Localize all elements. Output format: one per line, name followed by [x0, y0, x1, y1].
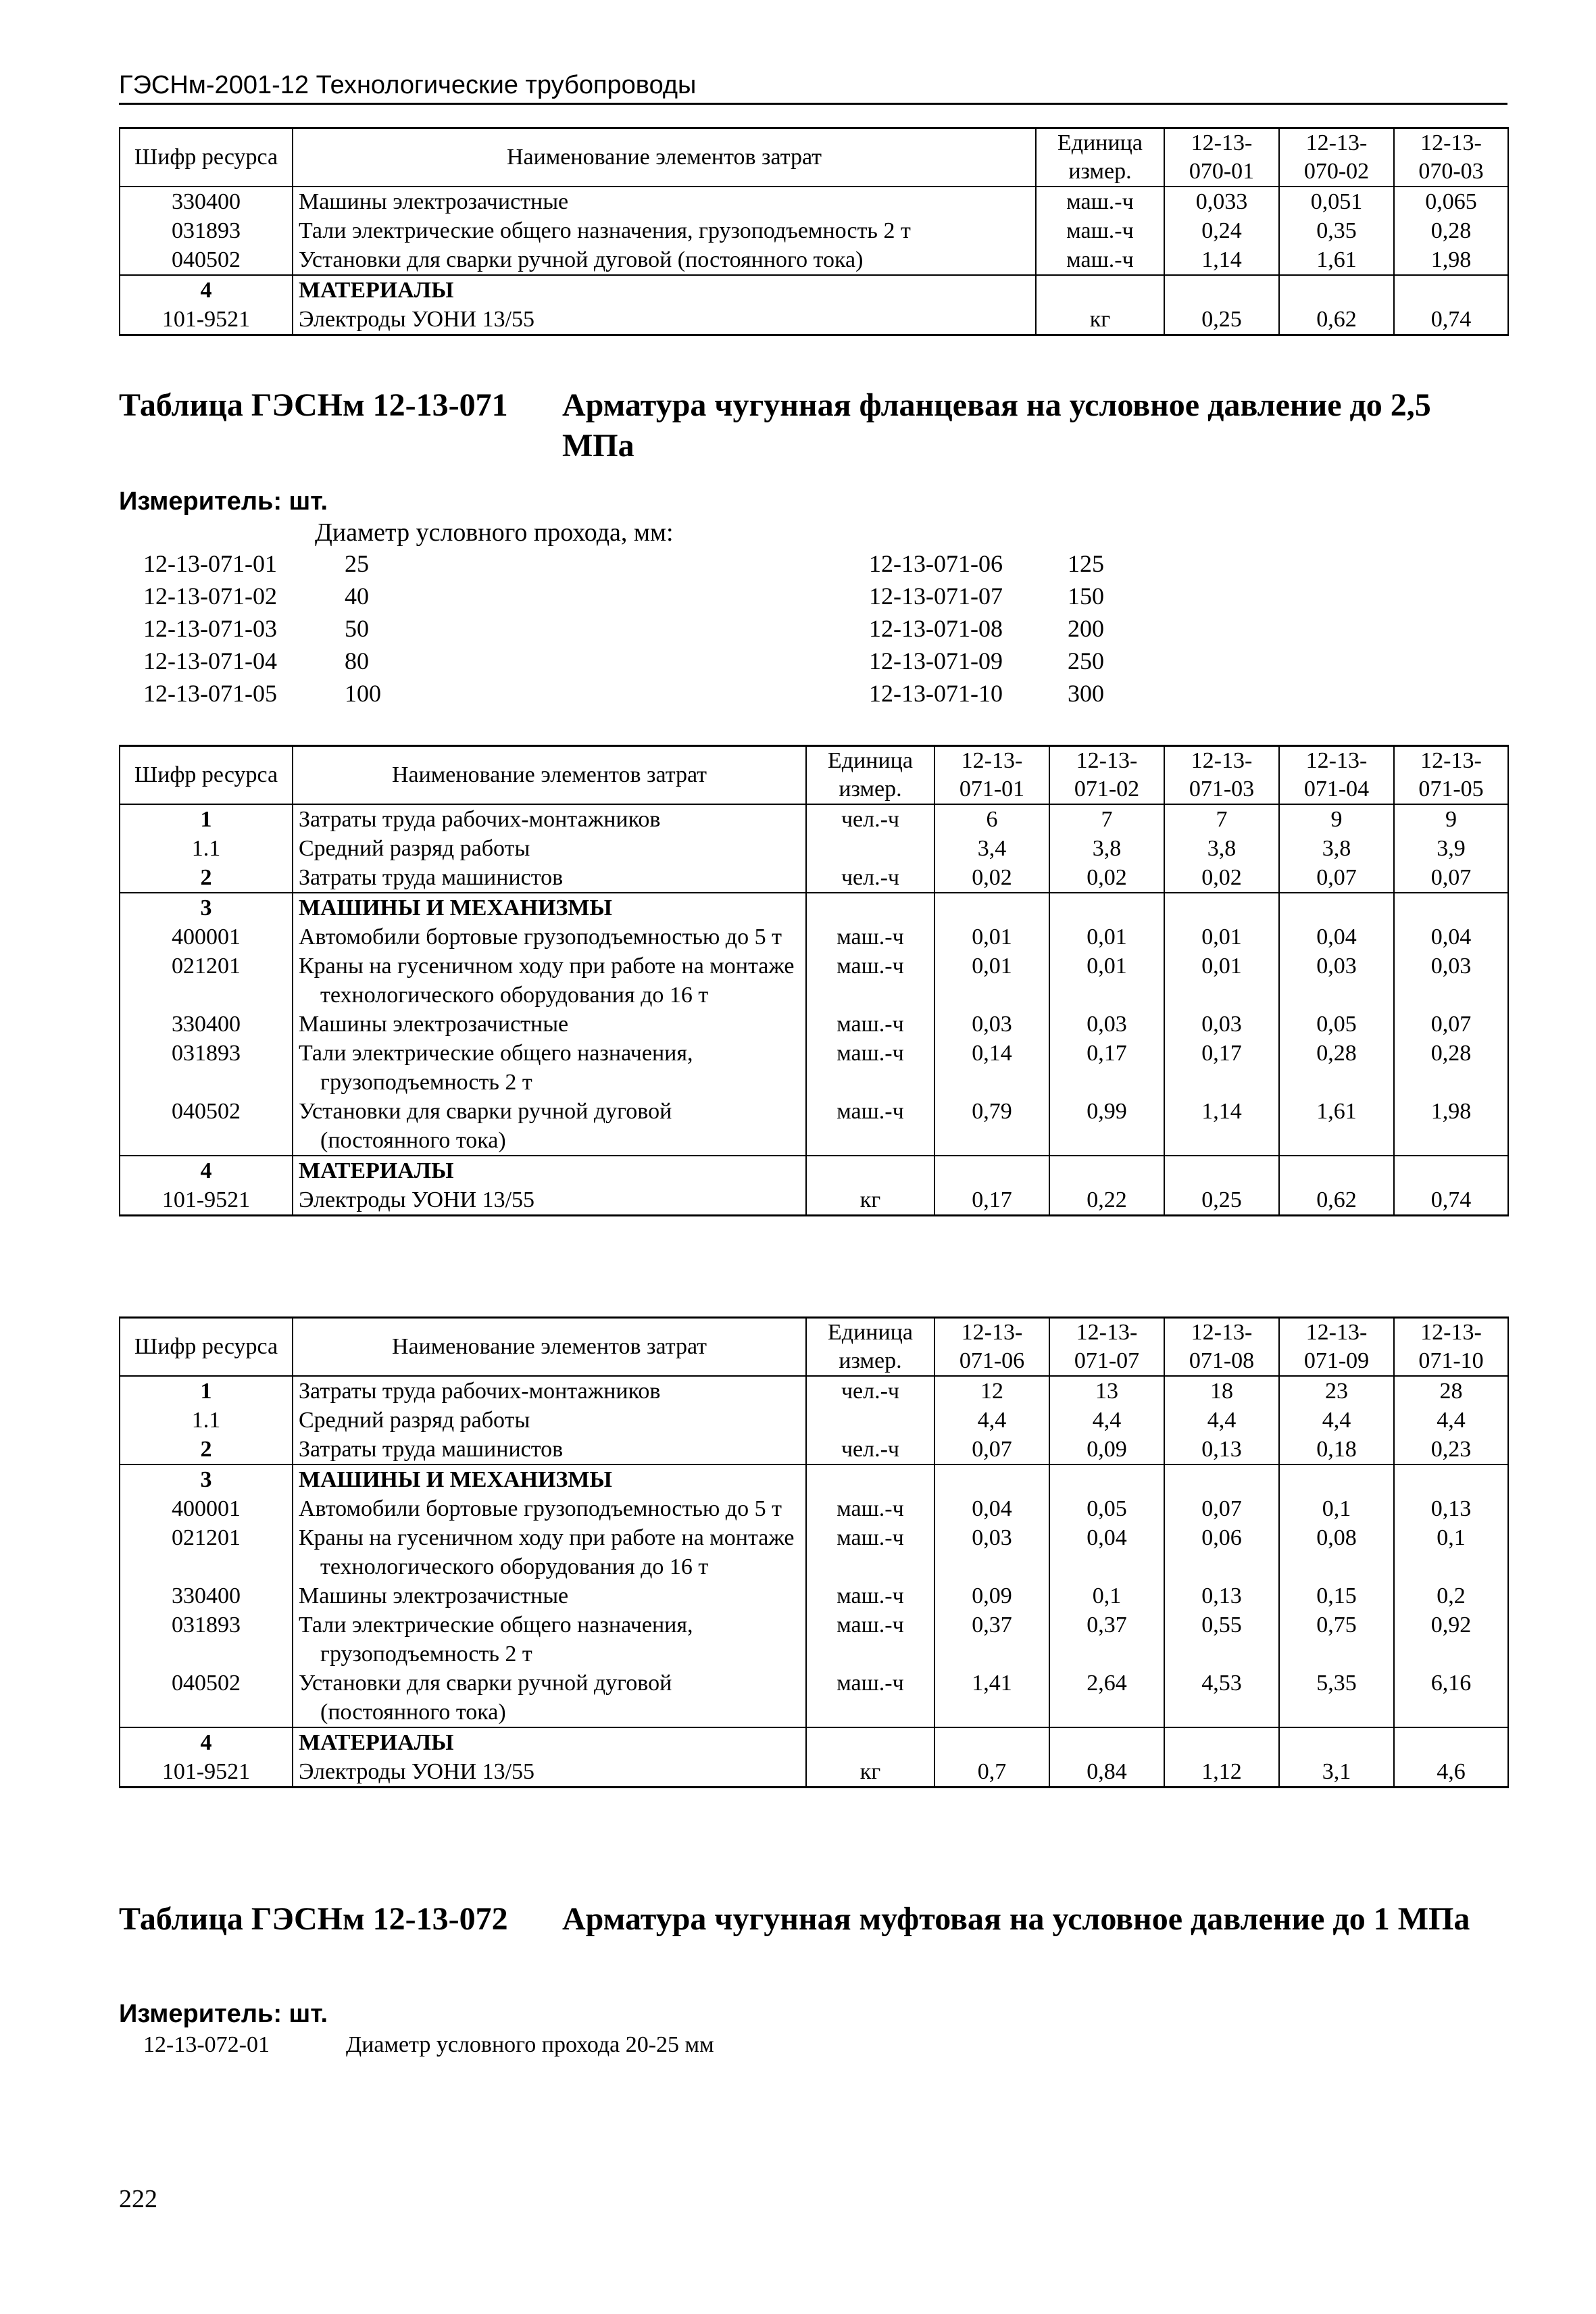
value-cell: 4,6 [1394, 1757, 1508, 1788]
resource-code: 1 [120, 1376, 293, 1406]
table-071-name: Арматура чугунная фланцевая на условное давление до 2,5 МПа [562, 387, 1431, 464]
value-cell: 0,065 [1394, 187, 1508, 216]
column-header: 12-13-071-03 [1164, 746, 1279, 805]
value-cell: 0,37 [1049, 1610, 1164, 1669]
value-cell [1164, 1156, 1279, 1185]
value-cell [1394, 275, 1508, 305]
value-cell: 0,23 [1394, 1435, 1508, 1464]
value-cell: 1,61 [1279, 245, 1394, 275]
section-heading: МАШИНЫ И МЕХАНИЗМЫ [293, 1464, 806, 1494]
unit-cell [806, 1727, 934, 1757]
value-cell: 0,17 [1049, 1039, 1164, 1097]
value-cell: 0,74 [1394, 305, 1508, 335]
header-rule [119, 103, 1507, 105]
table-072-meter: Измеритель: шт. [119, 2000, 328, 2028]
value-cell: 0,05 [1049, 1494, 1164, 1523]
value-cell: 13 [1049, 1376, 1164, 1406]
value-cell: 0,74 [1394, 1185, 1508, 1216]
resource-code: 4 [120, 275, 293, 305]
value-cell: 12 [934, 1376, 1049, 1406]
value-cell: 4,53 [1164, 1669, 1279, 1727]
value-cell: 0,06 [1164, 1523, 1279, 1581]
resource-code: 400001 [120, 1494, 293, 1523]
value-cell: 1,14 [1164, 1097, 1279, 1156]
value-cell: 0,1 [1394, 1523, 1508, 1581]
section-heading: МАШИНЫ И МЕХАНИЗМЫ [293, 893, 806, 922]
value-cell [1164, 893, 1279, 922]
resource-code: 031893 [120, 1039, 293, 1097]
unit-cell [806, 834, 934, 863]
resource-name: Электроды УОНИ 13/55 [293, 305, 1036, 335]
table-row [120, 275, 1508, 305]
variant-code: 12-13-071-05 [143, 680, 277, 707]
resource-name: Тали электрические общего назначения, грузоподъемность 2 т [293, 216, 1036, 245]
value-cell: 0,22 [1049, 1185, 1164, 1216]
resource-name: Средний разряд работы [293, 834, 806, 863]
resource-code: 330400 [120, 1581, 293, 1610]
value-cell: 9 [1279, 804, 1394, 834]
value-cell: 0,55 [1164, 1610, 1279, 1669]
value-cell: 0,1 [1279, 1494, 1394, 1523]
value-cell: 0,28 [1394, 1039, 1508, 1097]
unit-cell: кг [806, 1757, 934, 1788]
table-071-code: Таблица ГЭСНм 12-13-071 [119, 387, 508, 423]
section-heading: МАТЕРИАЛЫ [293, 1727, 806, 1757]
value-cell [1164, 1727, 1279, 1757]
resource-table-070 [119, 127, 1509, 336]
unit-cell: маш.-ч [806, 1494, 934, 1523]
column-header: 12-13-070-02 [1279, 128, 1394, 187]
unit-cell: маш.-ч [806, 1610, 934, 1669]
value-cell: 0,84 [1049, 1757, 1164, 1788]
variant-diameter: 25 [345, 550, 369, 577]
value-cell: 0,28 [1394, 216, 1508, 245]
value-cell: 28 [1394, 1376, 1508, 1406]
value-cell: 4,4 [1164, 1406, 1279, 1435]
table-row [120, 1523, 1508, 1581]
table-row [120, 1010, 1508, 1039]
column-header: 12-13-071-02 [1049, 746, 1164, 805]
column-header: Шифр ресурса [120, 1318, 293, 1377]
resource-name: Затраты труда машинистов [293, 1435, 806, 1464]
resource-code: 1.1 [120, 1406, 293, 1435]
value-cell: 6 [934, 804, 1049, 834]
value-cell: 0,09 [934, 1581, 1049, 1610]
value-cell: 1,61 [1279, 1097, 1394, 1156]
value-cell [1394, 1464, 1508, 1494]
variant-code: 12-13-071-01 [143, 550, 277, 577]
value-cell: 0,99 [1049, 1097, 1164, 1156]
value-cell: 0,09 [1049, 1435, 1164, 1464]
value-cell: 4,4 [1279, 1406, 1394, 1435]
variant-diameter: 200 [1068, 615, 1104, 642]
value-cell: 1,14 [1164, 245, 1279, 275]
value-cell [1394, 893, 1508, 922]
variant-code: 12-13-071-04 [143, 647, 277, 674]
variant-code: 12-13-071-02 [143, 583, 277, 610]
value-cell: 3,9 [1394, 834, 1508, 863]
value-cell: 0,07 [1394, 863, 1508, 893]
resource-code: 021201 [120, 1523, 293, 1581]
resource-name: Средний разряд работы [293, 1406, 806, 1435]
value-cell: 0,07 [1279, 863, 1394, 893]
table-row [120, 922, 1508, 952]
unit-cell: маш.-ч [806, 952, 934, 1010]
table-header-row [120, 1318, 1508, 1377]
variant-diameter: 250 [1068, 647, 1104, 674]
variant-code: 12-13-071-08 [869, 615, 1003, 642]
resource-name: Краны на гусеничном ходу при работе на монтаже технологического оборудования до 16 т [293, 952, 806, 1010]
unit-cell: маш.-ч [806, 922, 934, 952]
resource-name: Установки для сварки ручной дуговой (постоянного тока) [293, 245, 1036, 275]
unit-cell: маш.-ч [806, 1581, 934, 1610]
value-cell: 0,04 [934, 1494, 1049, 1523]
value-cell: 0,03 [1394, 952, 1508, 1010]
value-cell [1049, 1156, 1164, 1185]
value-cell: 0,07 [934, 1435, 1049, 1464]
value-cell: 1,12 [1164, 1757, 1279, 1788]
unit-cell: маш.-ч [806, 1523, 934, 1581]
resource-name: Автомобили бортовые грузоподъемностью до 5 т [293, 1494, 806, 1523]
column-header: 12-13-070-01 [1164, 128, 1279, 187]
value-cell: 4,4 [1049, 1406, 1164, 1435]
column-header: 12-13-071-08 [1164, 1318, 1279, 1377]
value-cell: 0,13 [1164, 1435, 1279, 1464]
table-row [120, 216, 1508, 245]
value-cell [1279, 1464, 1394, 1494]
table-row [120, 1156, 1508, 1185]
variant-diameter: 100 [345, 680, 381, 707]
value-cell: 1,98 [1394, 1097, 1508, 1156]
unit-cell: маш.-ч [806, 1010, 934, 1039]
column-header: Шифр ресурса [120, 128, 293, 187]
column-header: 12-13-071-07 [1049, 1318, 1164, 1377]
variant-code: 12-13-071-10 [869, 680, 1003, 707]
resource-code: 040502 [120, 1669, 293, 1727]
value-cell: 0,07 [1164, 1494, 1279, 1523]
value-cell: 0,62 [1279, 305, 1394, 335]
value-cell: 0,17 [1164, 1039, 1279, 1097]
table-071-meter: Измеритель: шт. [119, 487, 328, 516]
variant-diameter: 125 [1068, 550, 1104, 577]
column-header: Единица измер. [1036, 128, 1164, 187]
value-cell: 3,8 [1164, 834, 1279, 863]
value-cell: 3,4 [934, 834, 1049, 863]
resource-name: Установки для сварки ручной дуговой (постоянного тока) [293, 1097, 806, 1156]
table-row [120, 1581, 1508, 1610]
table-row [120, 245, 1508, 275]
resource-code: 021201 [120, 952, 293, 1010]
value-cell: 0,03 [934, 1523, 1049, 1581]
value-cell: 0,62 [1279, 1185, 1394, 1216]
resource-code: 2 [120, 863, 293, 893]
value-cell: 0,25 [1164, 1185, 1279, 1216]
unit-cell: маш.-ч [806, 1097, 934, 1156]
table-row [120, 1669, 1508, 1727]
table-072-name: Арматура чугунная муфтовая на условное давление до 1 МПа [562, 1901, 1470, 1937]
value-cell: 7 [1164, 804, 1279, 834]
table-072-variant-code: 12-13-072-01 [143, 2032, 270, 2057]
value-cell [1049, 1464, 1164, 1494]
value-cell [1394, 1727, 1508, 1757]
resource-name: Машины электрозачистные [293, 1581, 806, 1610]
value-cell [934, 893, 1049, 922]
resource-code: 3 [120, 1464, 293, 1494]
value-cell [1279, 893, 1394, 922]
unit-cell [806, 893, 934, 922]
page-number: 222 [119, 2185, 157, 2213]
unit-cell [806, 1464, 934, 1494]
table-072-code: Таблица ГЭСНм 12-13-072 [119, 1901, 508, 1937]
table-row [120, 1376, 1508, 1406]
value-cell [1394, 1156, 1508, 1185]
resource-code: 4 [120, 1727, 293, 1757]
resource-name: Краны на гусеничном ходу при работе на монтаже технологического оборудования до 16 т [293, 1523, 806, 1581]
running-header: ГЭСНм-2001-12 Технологические трубопроводы [119, 71, 697, 99]
value-cell: 0,01 [934, 952, 1049, 1010]
resource-code: 040502 [120, 245, 293, 275]
variant-code: 12-13-071-09 [869, 647, 1003, 674]
column-header: 12-13-071-01 [934, 746, 1049, 805]
variant-diameter: 300 [1068, 680, 1104, 707]
value-cell: 0,92 [1394, 1610, 1508, 1669]
value-cell: 2,64 [1049, 1669, 1164, 1727]
value-cell: 7 [1049, 804, 1164, 834]
value-cell: 0,37 [934, 1610, 1049, 1669]
section-heading: МАТЕРИАЛЫ [293, 275, 1036, 305]
table-row [120, 834, 1508, 863]
table-row [120, 863, 1508, 893]
table-row [120, 187, 1508, 216]
variant-diameter: 80 [345, 647, 369, 674]
value-cell: 0,2 [1394, 1581, 1508, 1610]
unit-cell: маш.-ч [1036, 245, 1164, 275]
unit-cell: маш.-ч [806, 1669, 934, 1727]
value-cell: 6,16 [1394, 1669, 1508, 1727]
value-cell: 0,75 [1279, 1610, 1394, 1669]
value-cell [1049, 1727, 1164, 1757]
column-header: Наименование элементов затрат [293, 746, 806, 805]
table-row [120, 1757, 1508, 1788]
column-header: Наименование элементов затрат [293, 1318, 806, 1377]
value-cell: 0,17 [934, 1185, 1049, 1216]
table-row [120, 1406, 1508, 1435]
resource-code: 101-9521 [120, 305, 293, 335]
resource-code: 040502 [120, 1097, 293, 1156]
resource-name: Автомобили бортовые грузоподъемностью до 5 т [293, 922, 806, 952]
value-cell: 3,8 [1049, 834, 1164, 863]
resource-name: Машины электрозачистные [293, 1010, 806, 1039]
column-header: Единица измер. [806, 1318, 934, 1377]
column-header: 12-13-070-03 [1394, 128, 1508, 187]
table-row [120, 1039, 1508, 1097]
value-cell: 4,4 [934, 1406, 1049, 1435]
table-row [120, 1494, 1508, 1523]
value-cell: 23 [1279, 1376, 1394, 1406]
value-cell: 0,15 [1279, 1581, 1394, 1610]
resource-code: 031893 [120, 1610, 293, 1669]
value-cell: 0,04 [1049, 1523, 1164, 1581]
value-cell: 0,1 [1049, 1581, 1164, 1610]
unit-cell [806, 1406, 934, 1435]
resource-name: Тали электрические общего назначения, грузоподъемность 2 т [293, 1039, 806, 1097]
variant-diameter: 50 [345, 615, 369, 642]
resource-code: 4 [120, 1156, 293, 1185]
value-cell [1279, 1156, 1394, 1185]
unit-cell: чел.-ч [806, 804, 934, 834]
value-cell: 0,01 [1164, 922, 1279, 952]
resource-name: Затраты труда рабочих-монтажников [293, 1376, 806, 1406]
value-cell: 4,4 [1394, 1406, 1508, 1435]
unit-cell: чел.-ч [806, 1376, 934, 1406]
resource-name: Затраты труда машинистов [293, 863, 806, 893]
unit-cell: чел.-ч [806, 863, 934, 893]
diameter-caption: Диаметр условного прохода, мм: [315, 518, 674, 547]
resource-code: 2 [120, 1435, 293, 1464]
value-cell [1279, 1727, 1394, 1757]
variant-code: 12-13-071-06 [869, 550, 1003, 577]
table-header-row [120, 746, 1508, 805]
unit-cell: кг [1036, 305, 1164, 335]
value-cell: 0,02 [1164, 863, 1279, 893]
resource-table-071-part1 [119, 745, 1509, 1216]
value-cell [934, 1156, 1049, 1185]
column-header: 12-13-071-05 [1394, 746, 1508, 805]
resource-name: Электроды УОНИ 13/55 [293, 1757, 806, 1788]
resource-name: Установки для сварки ручной дуговой (постоянного тока) [293, 1669, 806, 1727]
table-072-variant-text: Диаметр условного прохода 20-25 мм [346, 2032, 714, 2057]
value-cell: 0,033 [1164, 187, 1279, 216]
value-cell: 0,28 [1279, 1039, 1394, 1097]
unit-cell: маш.-ч [1036, 187, 1164, 216]
resource-name: Тали электрические общего назначения, грузоподъемность 2 т [293, 1610, 806, 1669]
resource-code: 3 [120, 893, 293, 922]
value-cell [1049, 893, 1164, 922]
value-cell: 1,41 [934, 1669, 1049, 1727]
value-cell: 1,98 [1394, 245, 1508, 275]
table-row [120, 1185, 1508, 1216]
value-cell: 0,01 [1049, 922, 1164, 952]
unit-cell: маш.-ч [806, 1039, 934, 1097]
value-cell: 0,25 [1164, 305, 1279, 335]
column-header: Единица измер. [806, 746, 934, 805]
table-row [120, 1610, 1508, 1669]
table-row [120, 1097, 1508, 1156]
value-cell: 0,02 [1049, 863, 1164, 893]
variant-diameter: 150 [1068, 583, 1104, 610]
value-cell: 0,08 [1279, 1523, 1394, 1581]
table-row [120, 804, 1508, 834]
unit-cell: маш.-ч [1036, 216, 1164, 245]
value-cell: 0,03 [1049, 1010, 1164, 1039]
value-cell: 0,07 [1394, 1010, 1508, 1039]
resource-code: 330400 [120, 187, 293, 216]
value-cell: 18 [1164, 1376, 1279, 1406]
value-cell: 0,18 [1279, 1435, 1394, 1464]
value-cell: 0,03 [934, 1010, 1049, 1039]
value-cell: 0,01 [1049, 952, 1164, 1010]
value-cell: 0,05 [1279, 1010, 1394, 1039]
value-cell: 0,03 [1279, 952, 1394, 1010]
resource-code: 101-9521 [120, 1185, 293, 1216]
unit-cell [806, 1156, 934, 1185]
unit-cell [1036, 275, 1164, 305]
value-cell [1164, 1464, 1279, 1494]
value-cell: 0,14 [934, 1039, 1049, 1097]
value-cell: 9 [1394, 804, 1508, 834]
value-cell: 0,02 [934, 863, 1049, 893]
column-header: 12-13-071-04 [1279, 746, 1394, 805]
column-header: 12-13-071-09 [1279, 1318, 1394, 1377]
value-cell: 0,79 [934, 1097, 1049, 1156]
section-heading: МАТЕРИАЛЫ [293, 1156, 806, 1185]
value-cell [1164, 275, 1279, 305]
resource-table-071-part2 [119, 1316, 1509, 1788]
value-cell: 3,8 [1279, 834, 1394, 863]
table-row [120, 1727, 1508, 1757]
column-header: 12-13-071-10 [1394, 1318, 1508, 1377]
value-cell: 0,051 [1279, 187, 1394, 216]
resource-code: 330400 [120, 1010, 293, 1039]
value-cell: 0,01 [934, 922, 1049, 952]
value-cell: 3,1 [1279, 1757, 1394, 1788]
value-cell: 0,7 [934, 1757, 1049, 1788]
value-cell: 5,35 [1279, 1669, 1394, 1727]
table-row [120, 893, 1508, 922]
resource-name: Затраты труда рабочих-монтажников [293, 804, 806, 834]
value-cell: 0,01 [1164, 952, 1279, 1010]
table-row [120, 1435, 1508, 1464]
resource-code: 1 [120, 804, 293, 834]
column-header: Наименование элементов затрат [293, 128, 1036, 187]
value-cell [934, 1727, 1049, 1757]
table-row [120, 952, 1508, 1010]
value-cell [934, 1464, 1049, 1494]
value-cell [1279, 275, 1394, 305]
unit-cell: чел.-ч [806, 1435, 934, 1464]
resource-code: 101-9521 [120, 1757, 293, 1788]
resource-name: Машины электрозачистные [293, 187, 1036, 216]
value-cell: 0,13 [1164, 1581, 1279, 1610]
table-header-row [120, 128, 1508, 187]
table-row [120, 1464, 1508, 1494]
variant-code: 12-13-071-07 [869, 583, 1003, 610]
column-header: 12-13-071-06 [934, 1318, 1049, 1377]
unit-cell: кг [806, 1185, 934, 1216]
variant-diameter: 40 [345, 583, 369, 610]
resource-code: 400001 [120, 922, 293, 952]
value-cell: 0,35 [1279, 216, 1394, 245]
column-header: Шифр ресурса [120, 746, 293, 805]
resource-name: Электроды УОНИ 13/55 [293, 1185, 806, 1216]
value-cell: 0,04 [1279, 922, 1394, 952]
value-cell: 0,24 [1164, 216, 1279, 245]
value-cell: 0,03 [1164, 1010, 1279, 1039]
table-row [120, 305, 1508, 335]
resource-code: 1.1 [120, 834, 293, 863]
value-cell: 0,13 [1394, 1494, 1508, 1523]
value-cell: 0,04 [1394, 922, 1508, 952]
variant-code: 12-13-071-03 [143, 615, 277, 642]
resource-code: 031893 [120, 216, 293, 245]
